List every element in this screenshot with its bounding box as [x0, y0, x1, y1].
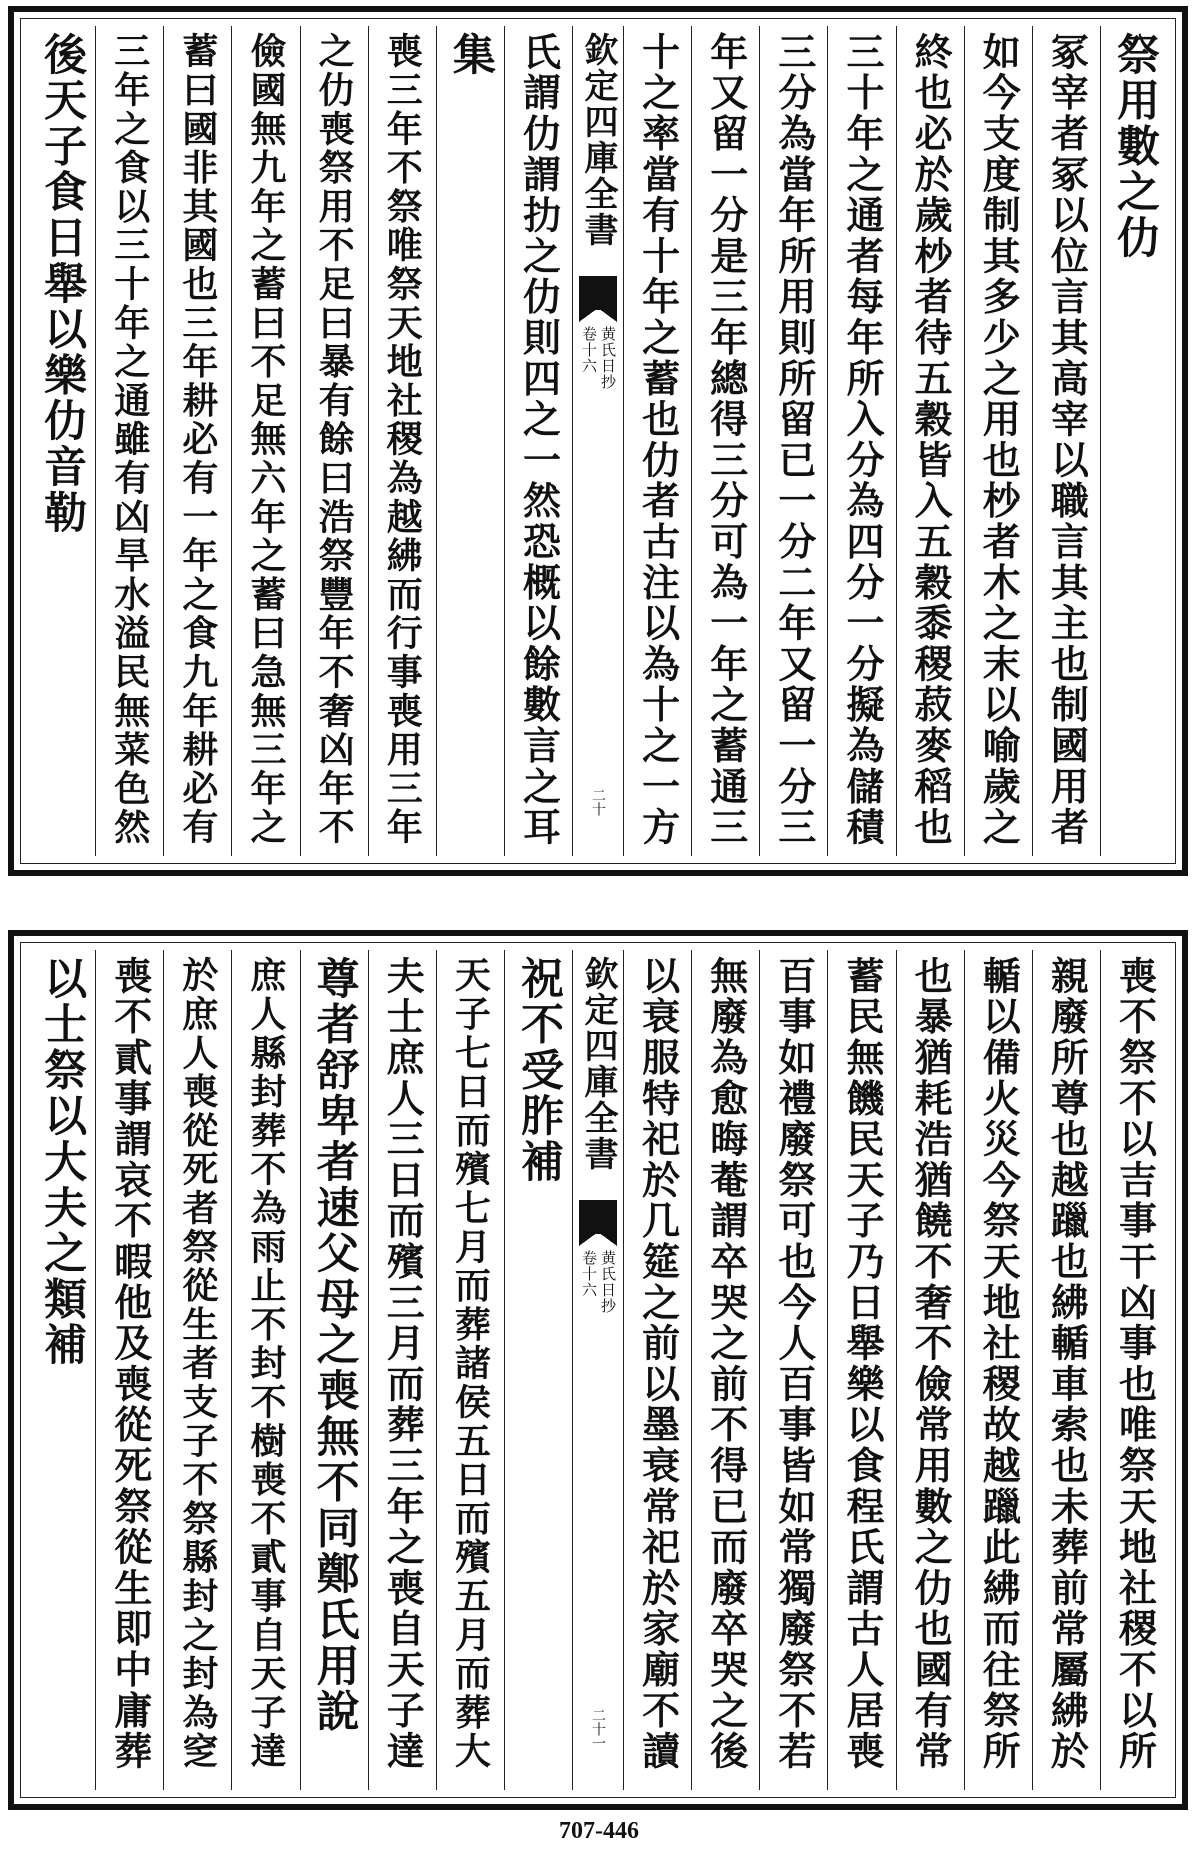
- column-text: 蓄民無饑民天子乃日舉樂以食程氏謂古人居喪: [839, 956, 885, 1772]
- column-text: 儉國無九年之蓄曰不足無六年之蓄曰急無三年之: [244, 32, 287, 847]
- book-and-volume: [581, 1250, 615, 1314]
- text-column: [504, 950, 572, 1790]
- text-column: [759, 26, 827, 856]
- column-text: 以衰服特祀於几筵之前以墨衰常祀於家廟不讀: [635, 956, 681, 1772]
- column-text: 無廢為愈晦菴謂卒哭之前不得已而廢卒哭之後: [703, 956, 749, 1772]
- bottom-page: [8, 930, 1188, 1810]
- text-column: [1032, 950, 1100, 1790]
- column-text: 之仂喪祭用不足曰暴有餘曰浩祭豐年不奢凶年不: [313, 32, 356, 847]
- collection-title: 欽定四庫全書: [578, 32, 618, 248]
- text-column: [964, 950, 1032, 1790]
- text-column: [95, 950, 163, 1790]
- center-fold-column: [572, 26, 623, 856]
- book-and-volume: [581, 326, 615, 390]
- text-column: [368, 950, 436, 1790]
- text-column: [436, 26, 504, 856]
- text-column: [1032, 26, 1100, 856]
- collection-title: 欽定四庫全書: [578, 956, 618, 1172]
- text-column: [691, 26, 759, 856]
- column-text: 終也必於歲杪者待五穀皆入五穀黍稷菽麥稻也: [908, 32, 954, 848]
- column-text: 氏謂仂謂扐之仂則四之一然恐概以餘數言之耳: [516, 32, 562, 848]
- column-text: 庶人縣封葬不為雨止不封不樹喪不貳事自天子達: [244, 956, 287, 1771]
- text-column: [163, 26, 231, 856]
- column-text: 尊者舒卑者速父母之喪無不同鄭氏用說: [309, 956, 360, 1735]
- text-column: [95, 26, 163, 856]
- text-column: [163, 950, 231, 1790]
- bottom-columns: [28, 950, 1168, 1790]
- column-text: 天子七日而殯七月而葬諸侯五日而殯五月而葬大: [449, 956, 492, 1771]
- column-text: 親廢所尊也越躐也紼輴車索也未葬前常屬紼於: [1044, 956, 1090, 1772]
- center-fold-column: [572, 950, 623, 1790]
- column-text: 冢宰者冢以位言其高宰以職言其主也制國用者: [1044, 32, 1090, 848]
- top-columns: [28, 26, 1168, 856]
- fish-tail-mark: [579, 1200, 617, 1234]
- column-text: 三十年之通者每年所入分為四分一分擬為儲積: [839, 32, 885, 848]
- column-text: 喪不祭不以吉事干凶事也唯祭天地社稷不以所: [1112, 956, 1158, 1772]
- text-column: [896, 26, 964, 856]
- leaf-number: 二十一: [590, 1708, 606, 1750]
- column-text: 十之率當有十年之蓄也仂者古注以為十之一方: [635, 32, 681, 848]
- column-text: 百事如禮廢祭可也今人百事皆如常獨廢祭不若: [771, 956, 817, 1772]
- column-text: 於庶人喪從死者祭從生者支子不祭縣封之封為窆: [176, 956, 219, 1771]
- column-text: 三年之食以三十年之通雖有凶旱水溢民無菜色然: [108, 32, 151, 847]
- column-text: 祝不受胙補: [513, 956, 564, 1185]
- text-column: [827, 26, 895, 856]
- volume-label: 卷十六: [580, 1250, 598, 1298]
- column-text: 如今支度制其多少之用也杪者木之末以喻歲之: [976, 32, 1022, 848]
- column-text: 以士祭以大夫之類補: [37, 956, 88, 1369]
- text-column: [300, 950, 368, 1790]
- text-column: [368, 26, 436, 856]
- text-column: [623, 26, 691, 856]
- text-column: [623, 950, 691, 1790]
- volume-label: 卷十六: [580, 326, 598, 374]
- column-text: 三分為當年所用則所留已一分二年又留一分三: [771, 32, 817, 848]
- top-page: [8, 6, 1188, 876]
- column-text: 喪三年不祭唯祭天地社稷為越紼而行事喪用三年: [381, 32, 424, 847]
- column-text: 輴以備火災今祭天地社稷故越躐此紼而往祭所: [976, 956, 1022, 1772]
- text-column: [28, 26, 95, 856]
- text-column: [691, 950, 759, 1790]
- text-column: [436, 950, 504, 1790]
- column-text: 夫士庶人三日而殯三月而葬三年之喪自天子達: [380, 956, 426, 1772]
- text-column: [827, 950, 895, 1790]
- column-text: 也暴猶耗浩猶饒不奢不儉常用數之仂也國有常: [908, 956, 954, 1772]
- text-column: [964, 26, 1032, 856]
- text-column: [231, 950, 299, 1790]
- volume-page-number: 707-446: [559, 1818, 639, 1844]
- leaf-number: 二十: [590, 788, 606, 816]
- column-text: 祭用數之仂: [1109, 32, 1160, 261]
- text-column: [300, 26, 368, 856]
- text-column: [759, 950, 827, 1790]
- text-column: [28, 950, 95, 1790]
- column-text: 喪不貳事謂哀不暇他及喪從死祭從生即中庸葬: [107, 956, 153, 1772]
- book-title: 黄氏日抄: [599, 326, 617, 390]
- column-text: 集: [445, 32, 496, 78]
- text-column: [896, 950, 964, 1790]
- book-title: 黄氏日抄: [599, 1250, 617, 1314]
- fish-tail-mark: [579, 276, 617, 310]
- text-column: [1100, 26, 1168, 856]
- text-column: [1100, 950, 1168, 1790]
- column-text: 後天子食日舉以樂仂音勒: [37, 32, 88, 536]
- text-column: [504, 26, 572, 856]
- column-text: 年又留一分是三年總得三分可為一年之蓄通三: [703, 32, 749, 848]
- column-text: 蓄曰國非其國也三年耕必有一年之食九年耕必有: [176, 32, 219, 847]
- text-column: [231, 26, 299, 856]
